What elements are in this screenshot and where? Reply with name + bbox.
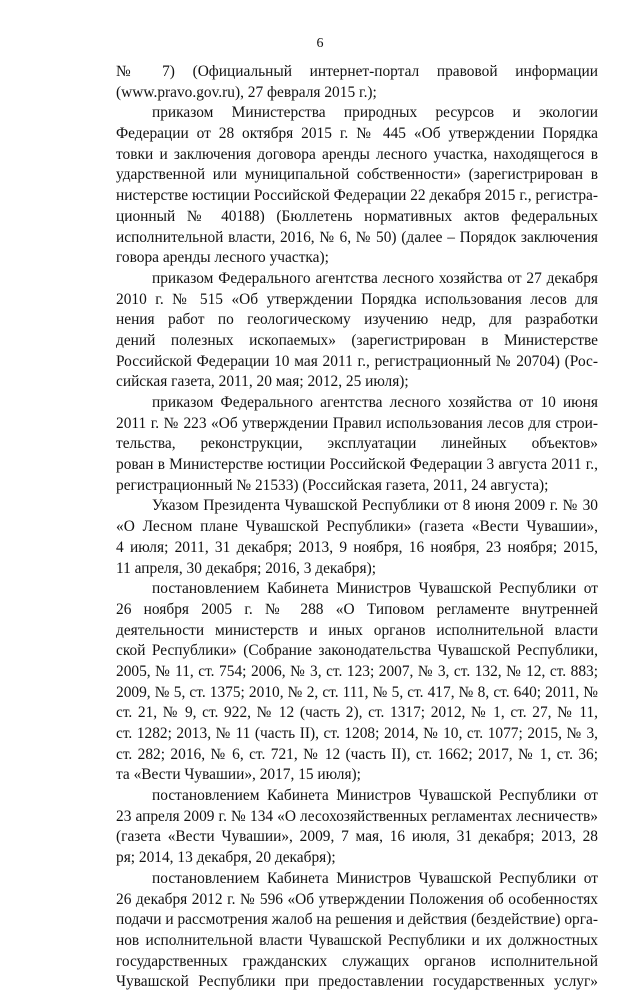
text-line: 2010 г. № 515 «Об утверждении Порядка использования лесов для xyxy=(116,290,598,308)
text-line: говора аренды лесного участка); xyxy=(116,249,329,267)
text-line: 11 апреля, 30 декабря; 2016, 3 декабря); xyxy=(116,559,376,577)
text-line: та «Вести Чувашии», 2017, 15 июля); xyxy=(116,766,361,784)
text-line: ст. 282; 2016, № 6, ст. 721, № 12 (часть II), ст. 1662; 2017, № 1, ст. 36; xyxy=(116,745,598,763)
page-number: 6 xyxy=(316,36,324,51)
text-line: 2009, № 5, ст. 1375; 2010, № 2, ст. 111, № 5, ст. 417, № 8, ст. 640; 2011, № xyxy=(116,683,598,701)
text-line: Указом Президента Чувашской Республики от 8 июня 2009 г. № 30 xyxy=(152,497,598,515)
text-line: сийская газета, 2011, 20 мая; 2012, 25 июля); xyxy=(116,373,409,391)
text-line: 26 ноября 2005 г. № 288 «О Типовом регламенте внутренней xyxy=(116,600,598,618)
text-line: 2011 г. № 223 «Об утверждении Правил использования лесов для строи- xyxy=(116,414,598,432)
document-body xyxy=(116,62,598,993)
text-line: дений полезных ископаемых» (зарегистрирован в Министерстве xyxy=(116,331,598,349)
text-line: Российской Федерации 10 мая 2011 г., регистрационный № 20704) (Рос- xyxy=(116,352,598,370)
text-line: деятельности министерств и иных органов исполнительной власти xyxy=(116,621,598,639)
text-line: товки и заключения договора аренды лесного участка, находящегося в xyxy=(116,145,598,163)
text-line: нов исполнительной власти Чувашской Республики и их должностных xyxy=(116,931,598,949)
text-line: № 7) (Официальный интернет-портал правовой информации xyxy=(116,63,598,80)
text-line: ударственной или муниципальной собственности» (зарегистрирован в xyxy=(116,166,598,184)
text-line: 23 апреля 2009 г. № 134 «О лесохозяйственных регламентах лесничеств» xyxy=(116,807,598,825)
text-line: Чувашской Республики при предоставлении государственных услуг» xyxy=(116,973,598,991)
text-line: ст. 1282; 2013, № 11 (часть II), ст. 1208; 2014, № 10, ст. 1077; 2015, № 3, xyxy=(116,725,598,742)
text-line: ря; 2014, 13 декабря, 20 декабря); xyxy=(116,849,336,867)
text-line: постановлением Кабинета Министров Чувашской Республики от xyxy=(152,787,598,805)
text-line: (www.pravo.gov.ru), 27 февраля 2015 г.); xyxy=(116,83,377,101)
text-line: 4 июля; 2011, 31 декабря; 2013, 9 ноября, 16 ноября, 23 ноября; 2015, xyxy=(116,538,598,556)
text-line: (газета «Вести Чувашии», 2009, 7 мая, 16 июля, 31 декабря; 2013, 28 xyxy=(116,828,598,846)
text-line: приказом Федерального агентства лесного хозяйства от 27 декабря xyxy=(152,269,598,287)
text-line: приказом Федерального агентства лесного хозяйства от 10 июня xyxy=(152,394,598,411)
text-line: регистрационный № 21533) (Российская газета, 2011, 24 августа); xyxy=(116,476,549,494)
text-line: исполнительной власти, 2016, № 6, № 50) (далее – Порядок заключения xyxy=(116,228,598,246)
text-line: Федерации от 28 октября 2015 г. № 445 «Об утверждении Порядка xyxy=(116,125,598,143)
text-line: постановлением Кабинета Министров Чувашской Республики от xyxy=(152,869,598,887)
text-line: ст. 21, № 9, ст. 922, № 12 (часть 2), ст. 1317; 2012, № 1, ст. 27, № 11, xyxy=(116,704,598,722)
text-line: 2005, № 11, ст. 754; 2006, № 3, ст. 123; 2007, № 3, ст. 132, № 12, ст. 883; xyxy=(116,662,598,680)
text-line: приказом Министерства природных ресурсов и экологии xyxy=(152,104,598,122)
text-line: государственных гражданских служащих органов исполнительной xyxy=(116,952,598,970)
text-line: рован в Министерстве юстиции Российской Федерации 3 августа 2011 г., xyxy=(116,456,598,474)
text-line: 26 декабря 2012 г. № 596 «Об утверждении Положения об особенностях xyxy=(116,890,598,908)
text-line: постановлением Кабинета Министров Чувашской Республики от xyxy=(152,580,598,598)
text-line: ской Республики» (Собрание законодательства Чувашской Республики, xyxy=(116,642,598,660)
text-line: подачи и рассмотрения жалоб на решения и действия (бездействие) орга- xyxy=(116,911,598,929)
text-line: нения работ по геологическому изучению недр, для разработки xyxy=(116,311,598,329)
text-line: ционный № 40188) (Бюллетень нормативных актов федеральных xyxy=(116,207,598,225)
text-line: «О Лесном плане Чувашской Республики» (газета «Вести Чувашии», xyxy=(116,518,598,536)
text-line: тельства, реконструкции, эксплуатации линейных объектов» xyxy=(116,435,598,453)
text-line: нистерстве юстиции Российской Федерации 22 декабря 2015 г., регистра- xyxy=(116,187,598,205)
